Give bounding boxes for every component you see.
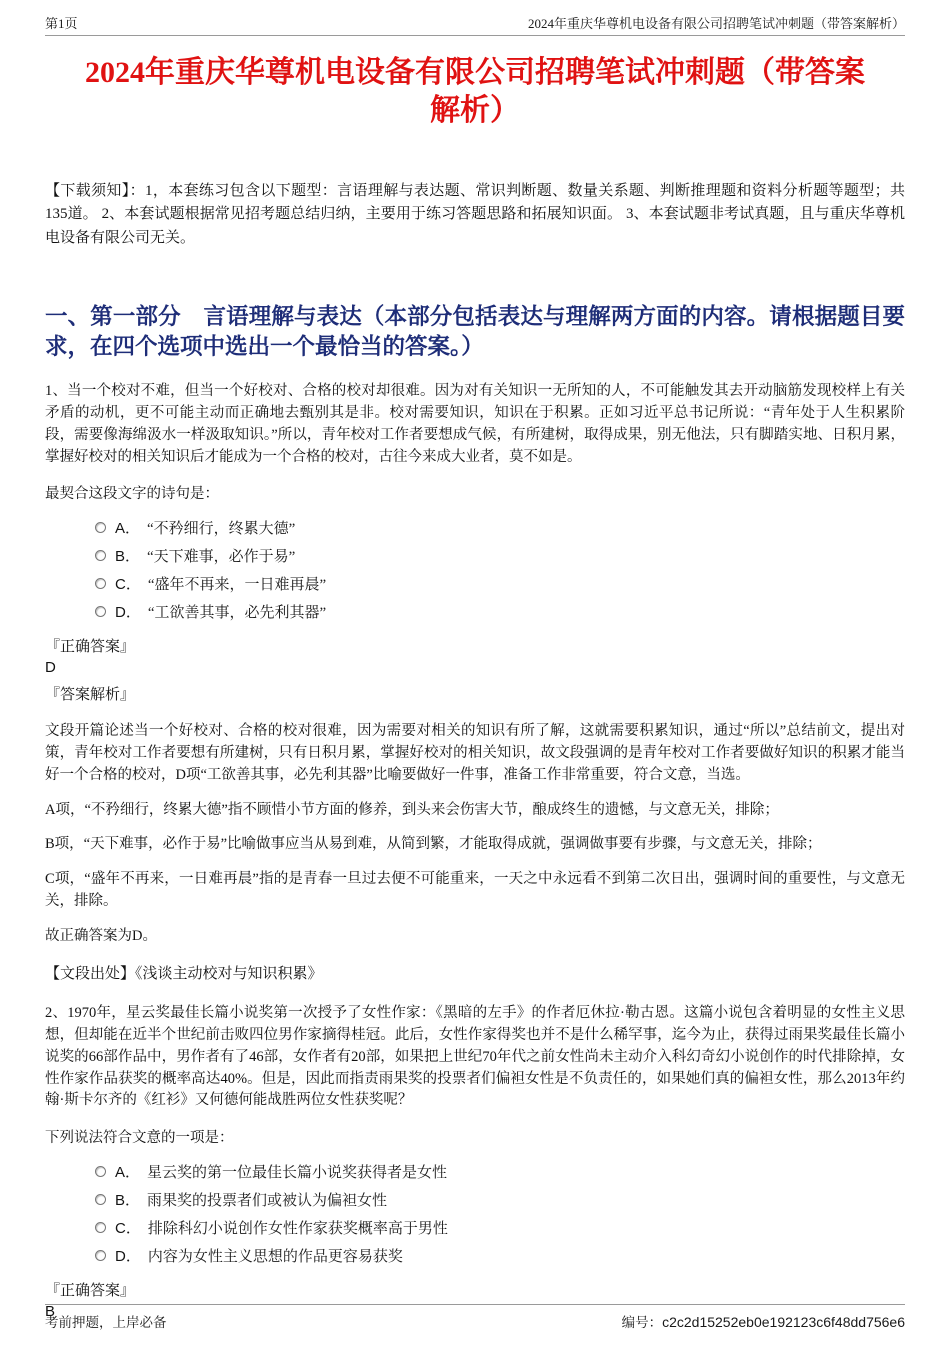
option-letter: C． — [115, 1219, 141, 1237]
question-2-lead: 下列说法符合文意的一项是： — [45, 1130, 234, 1147]
header-page-number: 第1页 — [45, 16, 78, 31]
question-1-option-c — [95, 569, 905, 597]
section-heading: 一、第一部分 言语理解与表达（本部分包括表达与理解两方面的内容。请根据题目要求，在四个选项中选出一个最恰当的答案。） — [45, 303, 905, 359]
question-1-analysis-conclusion: 故正确答案为D。 — [45, 927, 157, 944]
question-1-analysis-paragraph: 文段开篇论述当一个好校对、合格的校对很难，因为需要对相关的知识有所了解，这就需要积累知识，通过“所以”总结前文，提出对策，青年校对工作者要想有所建树，只有日积月累，掌握好校对的相关知识，故文段强调的是青年校对工作者要做好知识的积累才能当好一个合格的校对，D项“工欲善其事，必先利其器”比喻要做好一件事，准备工作非常重要，符合文意，当选。 — [45, 723, 905, 783]
header-doc-title: 2024年重庆华尊机电设备有限公司招聘笔试冲刺题（带答案解析） — [527, 16, 905, 31]
page-footer — [45, 1304, 905, 1331]
option-text: “盛年不再来，一日难再晨” — [147, 576, 327, 593]
footer-serial-value: c2c2d15252eb0e192123c6f48dd756e6 — [662, 1314, 905, 1330]
question-1-option-b — [95, 541, 905, 569]
radio-button-icon[interactable] — [95, 1250, 106, 1261]
option-text: “不矜细行，终累大德” — [147, 520, 296, 537]
option-text: 雨果奖的投票者们或被认为偏袒女性 — [147, 1192, 388, 1209]
option-letter: D． — [115, 1247, 141, 1265]
radio-button-icon[interactable] — [95, 550, 106, 561]
footer-slogan: 考前押题，上岸必备 — [45, 1315, 167, 1330]
option-letter: A． — [115, 1163, 141, 1181]
radio-button-icon[interactable] — [95, 1166, 106, 1177]
footer-serial — [622, 1311, 905, 1331]
question-1-lead: 最契合这段文字的诗句是： — [45, 486, 219, 503]
radio-button-icon[interactable] — [95, 1222, 106, 1233]
question-2-options — [95, 1157, 905, 1269]
option-text: 排除科幻小说创作女性作家获奖概率高于男性 — [147, 1220, 448, 1237]
question-2-option-b — [95, 1185, 905, 1213]
option-letter: B． — [115, 1191, 141, 1209]
option-text: 星云奖的第一位最佳长篇小说奖获得者是女性 — [147, 1164, 448, 1181]
question-1-answer-value: D — [45, 659, 56, 677]
page-title: 2024年重庆华尊机电设备有限公司招聘笔试冲刺题（带答案解析） — [85, 56, 865, 128]
option-text: 内容为女性主义思想的作品更容易获奖 — [147, 1248, 403, 1265]
question-2-option-c — [95, 1213, 905, 1241]
option-letter: A． — [115, 519, 141, 537]
question-block-1 — [45, 381, 905, 983]
question-1-options — [95, 513, 905, 625]
question-1-analysis-paragraph: A项，“不矜细行，终累大德”指不顾惜小节方面的修养，到头来会伤害大节，酿成终生的遗憾，与文意无关，排除； — [45, 801, 779, 818]
option-text: “天下难事，必作于易” — [147, 548, 296, 565]
question-1-analysis-paragraph: B项，“天下难事，必作于易”比喻做事应当从易到难，从简到繁，才能取得成就，强调做事要有步骤，与文意无关，排除； — [45, 836, 822, 853]
question-1-analysis-label: 『答案解析』 — [45, 687, 136, 704]
question-1-option-d — [95, 597, 905, 625]
question-1-analysis-paragraph: C项，“盛年不再来，一日难再晨”指的是青春一旦过去便不可能重来，一天之中永远看不到第二次日出，强调时间的重要性，与文意无关，排除。 — [45, 871, 905, 909]
question-2-stem: 2、1970年，星云奖最佳长篇小说奖第一次授予了女性作家：《黑暗的左手》的作者厄休拉·勒古恩。这篇小说包含着明显的女性主义思想，但却能在近半个世纪前击败四位男作家摘得桂冠。此后，女性作家得奖也并不是什么稀罕事，迄今为止，获得过雨果奖最佳长篇小说奖的66部作品中，男作者有了46部，女作者有20部，如果把上世纪70年代之前女性尚未主动介入科幻奇幻小说创作的时代排除掉，女性作家作品获奖的概率高达40%。但是，因此而指责雨果奖的投票者们偏袒女性是不负责任的，如果她们真的偏袒女性，那么2013年约翰·斯卡尔齐的《红衫》又何德何能战胜两位女性获奖呢？ — [45, 1005, 905, 1109]
option-letter: B． — [115, 547, 141, 565]
option-letter: C． — [115, 575, 141, 593]
page-header — [45, 0, 905, 36]
question-1-answer-label: 『正确答案』 — [45, 639, 136, 656]
question-2-option-d — [95, 1241, 905, 1269]
footer-serial-label: 编号： — [621, 1315, 663, 1330]
question-2-answer-value: B — [45, 1303, 56, 1321]
question-2-option-a — [95, 1157, 905, 1185]
question-2-answer-label: 『正确答案』 — [45, 1283, 136, 1300]
download-notice: 【下载须知】：1，本套练习包含以下题型：言语理解与表达题、常识判断题、数量关系题、判断推理题和资料分析题等题型；共135道。 2、本套试题根据常见招考题总结归纳，主要用于练习答题思路和拓展知识面。 3、本套试题非考试真题，且与重庆华尊机电设备有限公司无关。 — [45, 183, 905, 246]
question-1-option-a — [95, 513, 905, 541]
radio-button-icon[interactable] — [95, 578, 106, 589]
question-1-source: 【文段出处】《浅谈主动校对与知识积累》 — [45, 966, 323, 983]
option-letter: D． — [115, 603, 141, 621]
radio-button-icon[interactable] — [95, 606, 106, 617]
option-text: “工欲善其事，必先利其器” — [147, 604, 327, 621]
radio-button-icon[interactable] — [95, 1194, 106, 1205]
question-1-stem: 1、当一个校对不难，但当一个好校对、合格的校对却很难。因为对有关知识一无所知的人，不可能触发其去开动脑筋发现校样上有关矛盾的动机，更不可能主动而正确地去甄别其是非。校对需要知识，知识在于积累。正如习近平总书记所说：“青年处于人生积累阶段，需要像海绵汲水一样汲取知识。”所以，青年校对工作者要想成气候，有所建树，取得成果，别无他法，只有脚踏实地、日积月累，掌握好校对的相关知识后才能成为一个合格的校对，古往今来成大业者，莫不如是。 — [45, 383, 905, 465]
question-block-2 — [45, 1003, 905, 1320]
radio-button-icon[interactable] — [95, 522, 106, 533]
